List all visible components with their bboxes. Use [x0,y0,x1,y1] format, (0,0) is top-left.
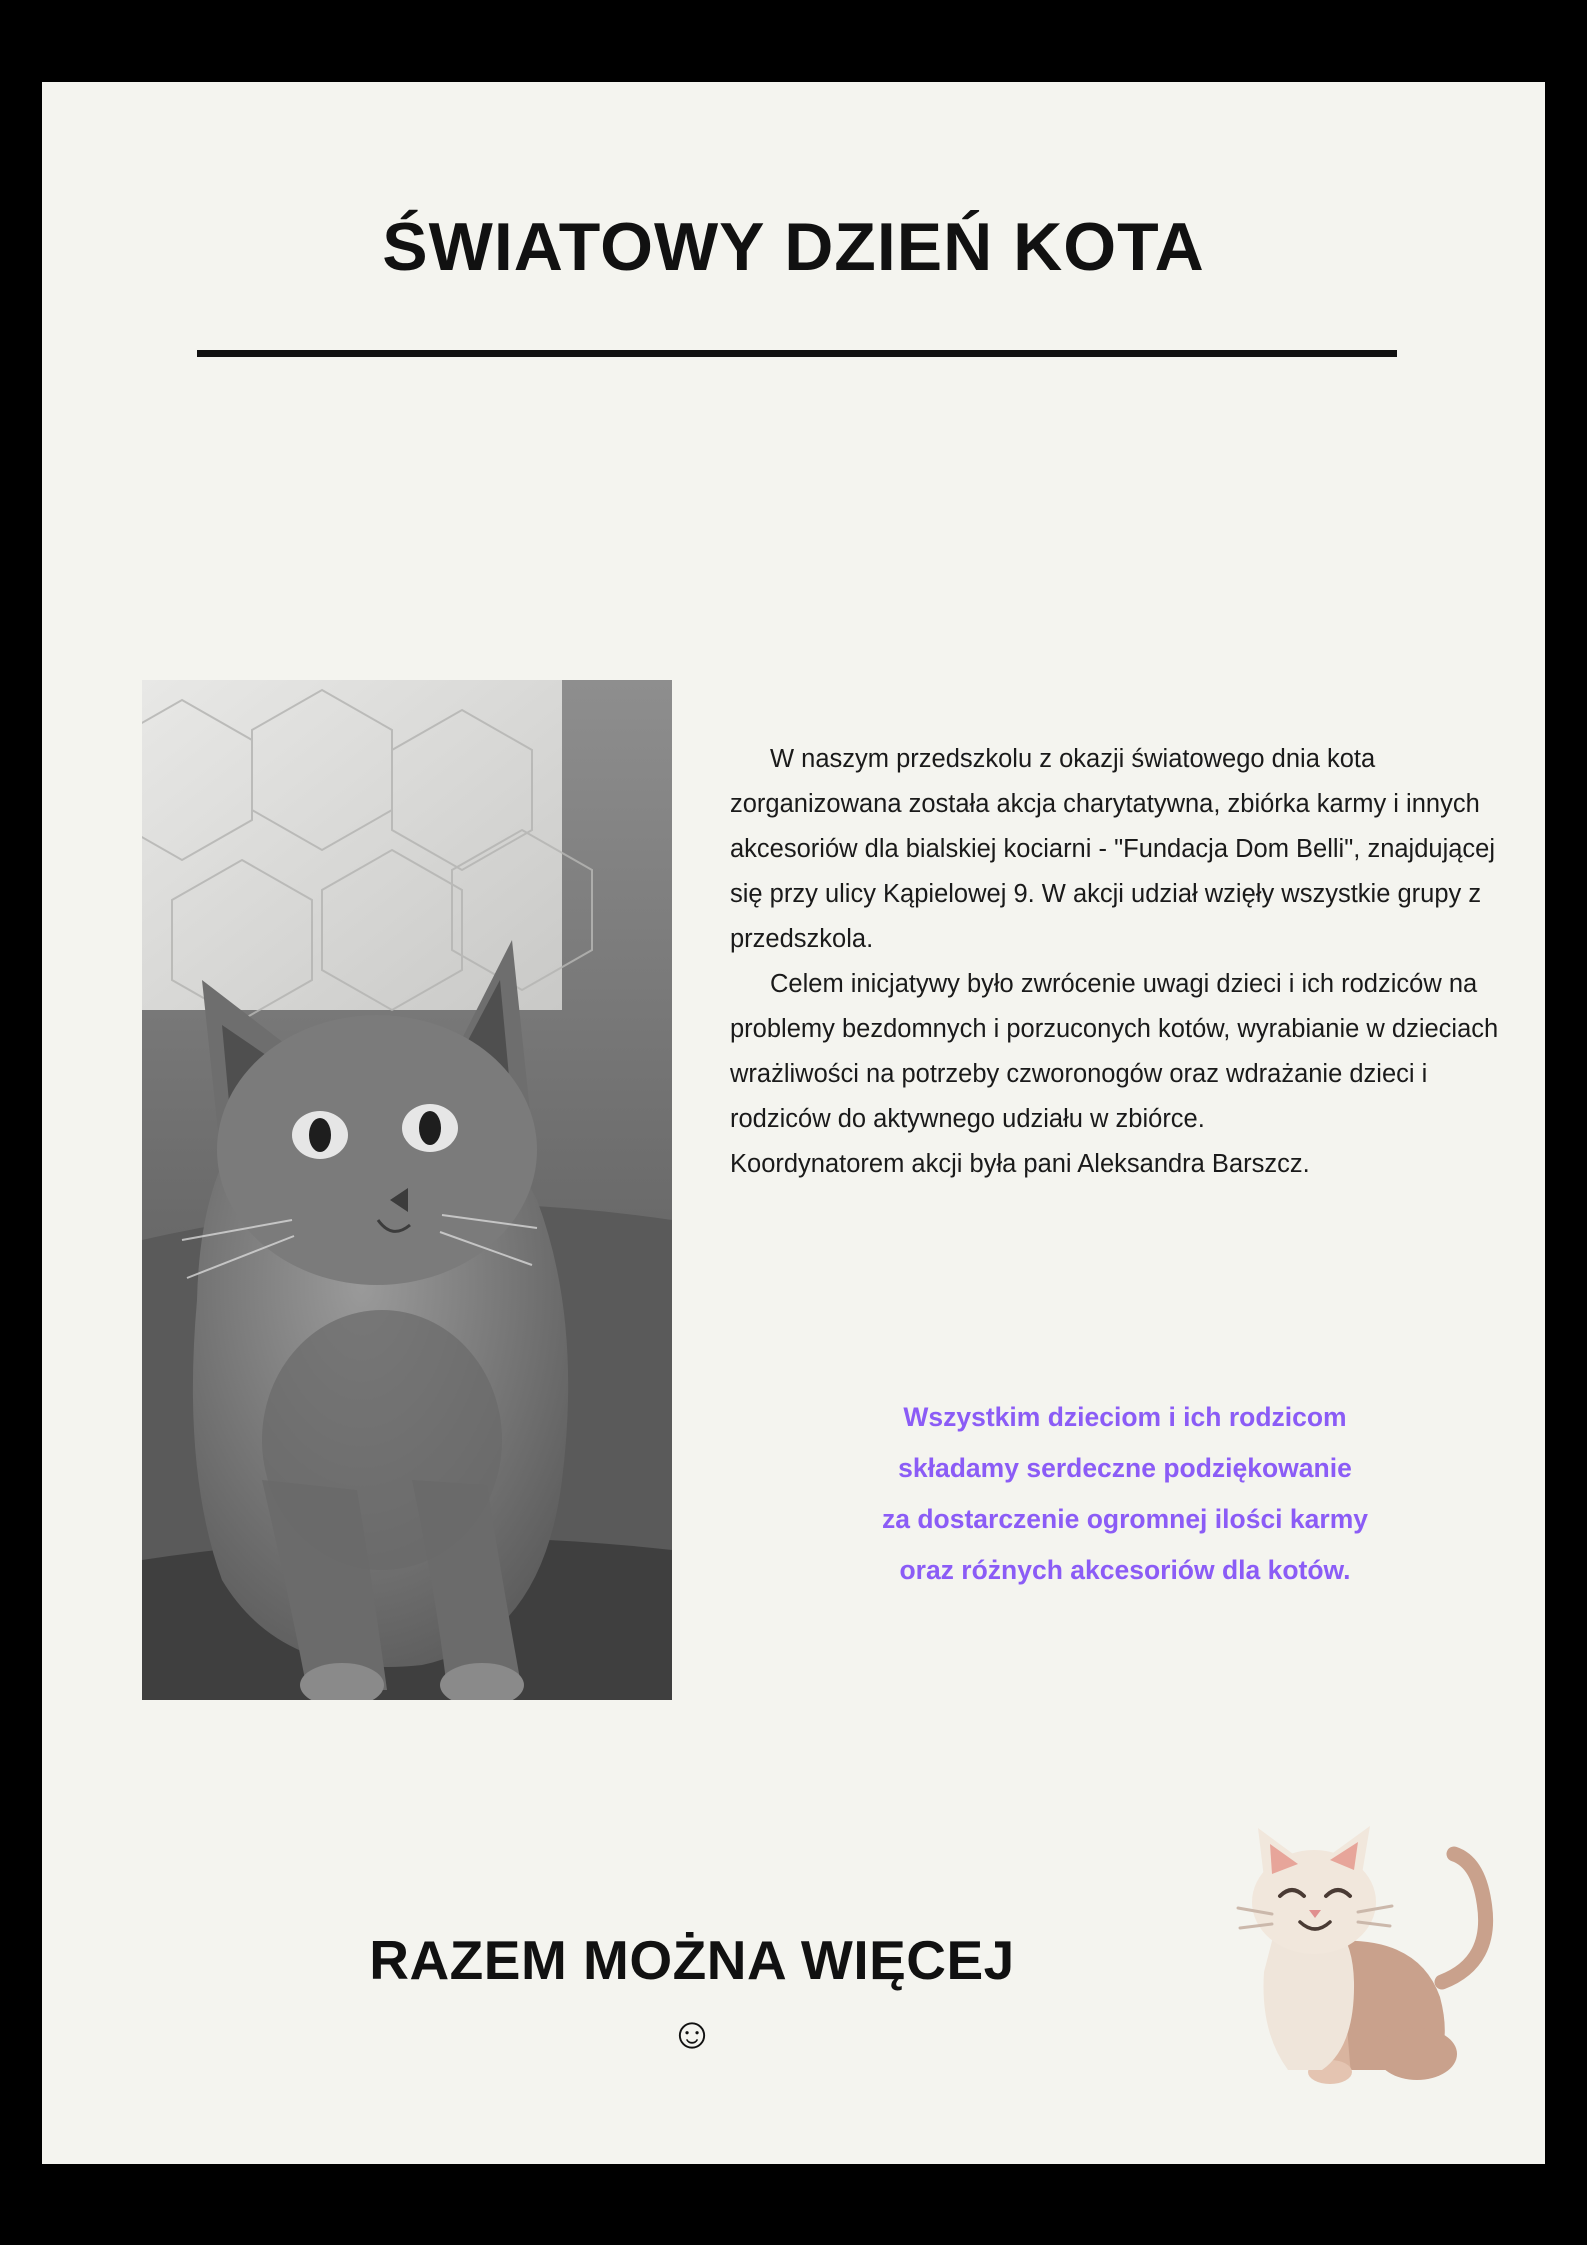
thanks-line-3: za dostarczenie ogromnej ilości karmy [881,1504,1368,1534]
paragraph-2: Celem inicjatywy było zwrócenie uwagi dzieci i ich rodziców na problemy bezdomnych i porzuconych kotów, wyrabianie w dzieciach wrażliwości na potrzeby czworonogów oraz wdrażanie dzieci i rodziców do aktywnego udziału w zbiórce. [730,970,1499,1133]
page-title: ŚWIATOWY DZIEŃ KOTA [382,209,1205,285]
thanks-line-2: składamy serdeczne podziękowanie [898,1453,1352,1483]
paragraph-3: Koordynatorem akcji była pani Aleksandra Barszcz. [730,1150,1310,1178]
thanks-line-4: oraz różnych akcesoriów dla kotów. [899,1555,1351,1585]
poster-sheet [42,82,1545,2164]
cat-photo [142,680,672,1700]
paragraph-1: W naszym przedszkolu z okazji światowego dnia kota zorganizowana została akcja charytatywna, zbiórka karmy i innych akcesoriów dla bialskiej kociarni - "Fundacja Dom Belli", znajdującej się przy ulicy Kąpielowej 9. W akcji udział wzięły wszystkie grupy z przedszkola. [730,745,1496,953]
title-block [42,209,1545,285]
thanks-line-1: Wszystkim dzieciom i ich rodzicom [903,1402,1347,1432]
thanks-block [730,1392,1520,1596]
smiley-icon: ☺ [669,2009,715,2058]
title-divider [197,350,1397,357]
footer-slogan: RAZEM MOŻNA WIĘCEJ [369,1929,1015,1991]
cat-illustration-icon [1202,1792,1502,2102]
article-body [730,737,1520,1187]
